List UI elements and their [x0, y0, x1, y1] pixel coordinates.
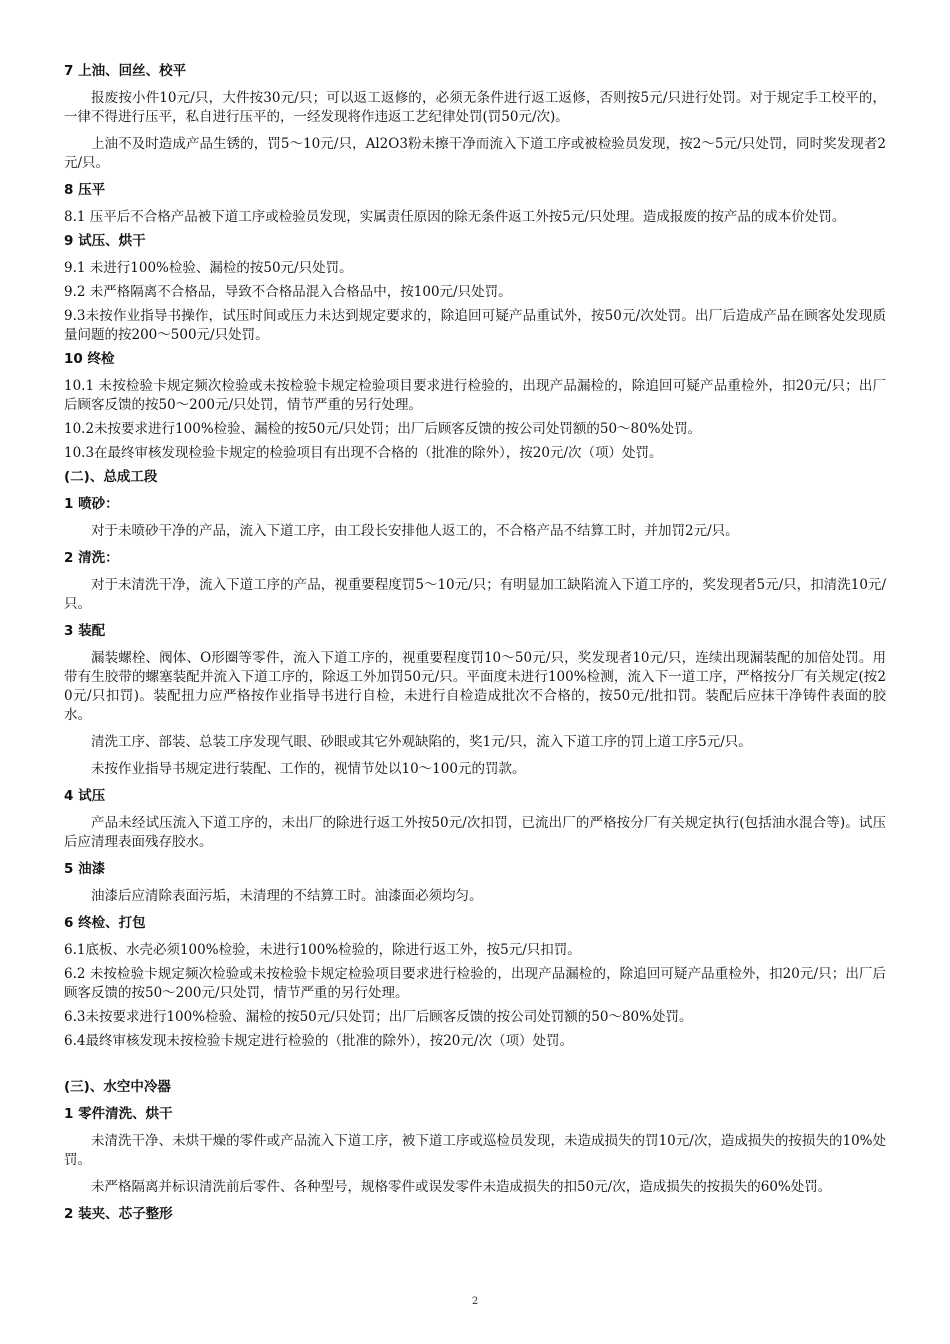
para: 10.1 未按检验卡规定频次检验或未按检验卡规定检验项目要求进行检验的，出现产品漏检的，除追回可疑产品重检外，扣20元/只；出厂后顾客反馈的按50～200元/只处罚，情节严重的另行处理。	[64, 378, 886, 413]
para: 对于未清洗干净，流入下道工序的产品，视重要程度罚5～10元/只；有明显加工缺陷流入下道工序的，奖发现者5元/只，扣清洗10元/只。	[64, 577, 886, 612]
heading-4: 4 试压	[64, 788, 106, 804]
para: 上油不及时造成产品生锈的，罚5～10元/只，Al2O3粉未擦干净而流入下道工序或被检验员发现，按2～5元/只处罚，同时奖发现者2元/只。	[64, 136, 886, 171]
heading-3: 3 装配	[64, 623, 106, 639]
para: 漏装螺栓、阀体、O形圈等零件，流入下道工序的，视重要程度罚10～50元/只，奖发现者10元/只，连续出现漏装配的加倍处罚。用带有生胶带的螺塞装配并流入下道工序的，除返工外加罚50元/只。平面度未进行100%检测，流入下一道工序，严格按分厂有关规定(按20元/只扣罚)。装配扭力应严格按作业指导书进行自检，未进行自检造成批次不合格的，按50元/批扣罚。装配后应抹干净铸件表面的胶水。	[64, 650, 886, 723]
para: 产品未经试压流入下道工序的，未出厂的除进行返工外按50元/次扣罚，已流出厂的严格按分厂有关规定执行(包括油水混合等)。试压后应清理表面残存胶水。	[64, 815, 886, 850]
document-body	[64, 62, 886, 1232]
para: 9.2 未严格隔离不合格品，导致不合格品混入合格品中，按100元/只处罚。	[64, 284, 512, 300]
page-number: 2	[471, 1296, 479, 1307]
para: 6.3未按要求进行100%检验、漏检的按50元/只处罚；出厂后顾客反馈的按公司处罚额的50～80%处罚。	[64, 1009, 693, 1025]
para: 8.1 压平后不合格产品被下道工序或检验员发现，实属责任原因的除无条件返工外按5元/只处理。造成报废的按产品的成本价处罚。	[64, 209, 846, 225]
heading-6: 6 终检、打包	[64, 915, 146, 931]
heading-2b: 2 装夹、芯子整形	[64, 1206, 173, 1222]
heading-1: 1 喷砂：	[64, 496, 119, 512]
para: 6.2 未按检验卡规定频次检验或未按检验卡规定检验项目要求进行检验的，出现产品漏检的，除追回可疑产品重检外，扣20元/只；出厂后顾客反馈的按50～200元/只处罚，情节严重的另行处理。	[64, 966, 886, 1001]
para: 10.2未按要求进行100%检验、漏检的按50元/只处罚；出厂后顾客反馈的按公司处罚额的50～80%处罚。	[64, 421, 702, 437]
para: 清洗工序、部装、总装工序发现气眼、砂眼或其它外观缺陷的，奖1元/只，流入下道工序的罚上道工序5元/只。	[91, 734, 752, 750]
heading-10: 10 终检	[64, 351, 115, 367]
para: 10.3在最终审核发现检验卡规定的检验项目有出现不合格的（批准的除外），按20元/次（项）处罚。	[64, 445, 663, 461]
para: 报废按小件10元/只，大件按30元/只；可以返工返修的，必须无条件进行返工返修，否则按5元/只进行处罚。对于规定手工校平的，一律不得进行压平，私自进行压平的，一经发现将作违返工艺纪律处罚(罚50元/次)。	[64, 90, 886, 125]
section-3: (三)、水空中冷器	[64, 1079, 171, 1095]
heading-8: 8 压平	[64, 182, 106, 198]
para: 未严格隔离并标识清洗前后零件、各种型号，规格零件或误发零件未造成损失的扣50元/次，造成损失的按损失的60%处罚。	[91, 1179, 832, 1195]
para: 未清洗干净、未烘干燥的零件或产品流入下道工序，被下道工序或巡检员发现，未造成损失的罚10元/次，造成损失的按损失的10%处罚。	[64, 1133, 886, 1168]
para: 未按作业指导书规定进行装配、工作的，视情节处以10～100元的罚款。	[91, 761, 526, 777]
heading-7: 7 上油、回丝、校平	[64, 63, 187, 79]
para: 9.3未按作业指导书操作，试压时间或压力未达到规定要求的，除追回可疑产品重试外，按50元/次处罚。出厂后造成产品在顾客处发现质量问题的按200～500元/只处罚。	[64, 308, 886, 343]
para: 对于未喷砂干净的产品，流入下道工序，由工段长安排他人返工的，不合格产品不结算工时，并加罚2元/只。	[91, 523, 739, 539]
heading-2: 2 清洗：	[64, 550, 119, 566]
para: 9.1 未进行100%检验、漏检的按50元/只处罚。	[64, 260, 353, 276]
heading-5: 5 油漆	[64, 861, 106, 877]
para: 6.4最终审核发现未按检验卡规定进行检验的（批准的除外），按20元/次（项）处罚。	[64, 1033, 573, 1049]
heading-9: 9 试压、烘干	[64, 233, 146, 249]
para: 油漆后应清除表面污垢，未清理的不结算工时。油漆面必须均匀。	[91, 888, 483, 904]
para: 6.1底板、水壳必须100%检验，未进行100%检验的，除进行返工外，按5元/只扣罚。	[64, 942, 581, 958]
heading-1b: 1 零件清洗、烘干	[64, 1106, 173, 1122]
section-2: (二)、总成工段	[64, 469, 158, 485]
